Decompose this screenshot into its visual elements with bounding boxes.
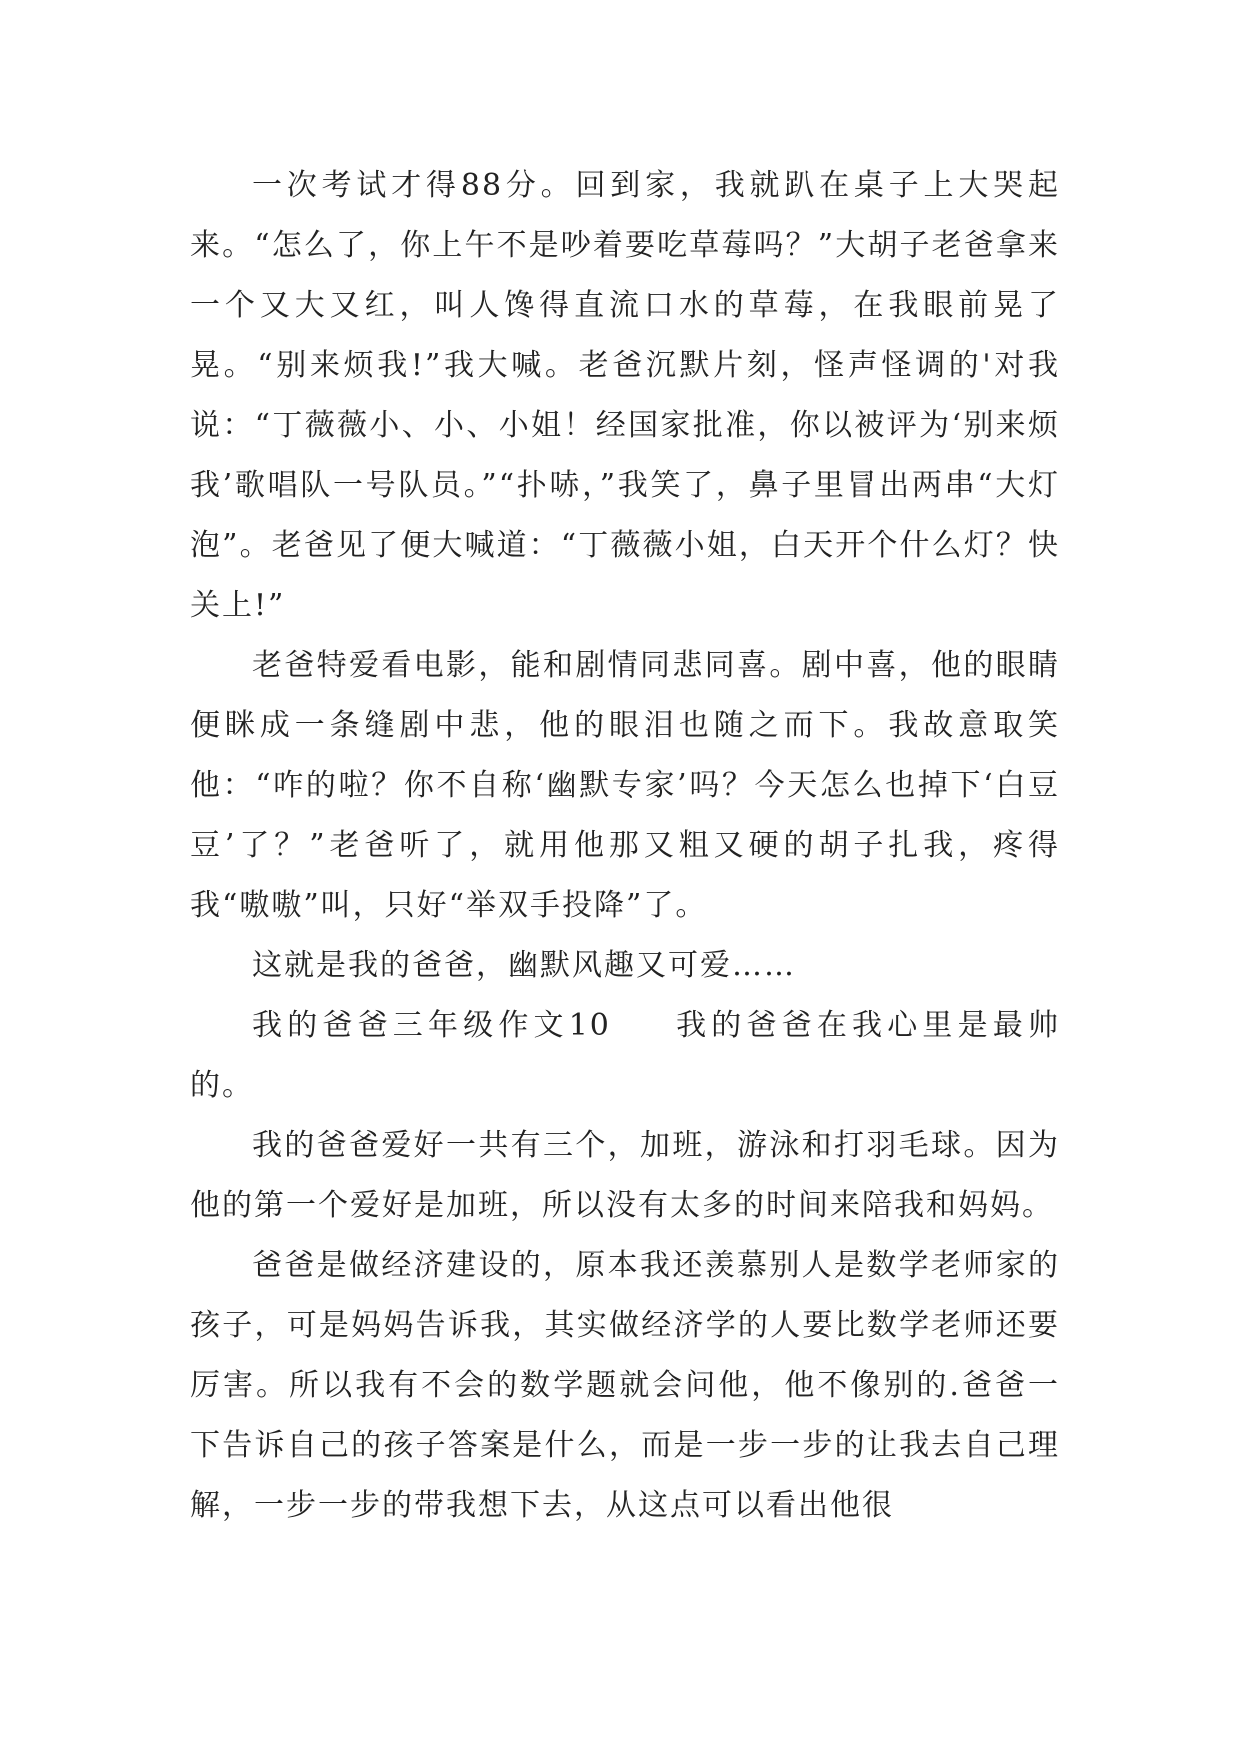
essay-opening: 我的爸爸在我心里是最帅的。	[190, 1008, 1060, 1103]
document-body	[190, 156, 1060, 1536]
paragraph-exam-story: 一次考试才得88分。回到家，我就趴在桌子上大哭起来。“怎么了，你上午不是吵着要吃草莓吗？”大胡子老爸拿来一个又大又红，叫人馋得直流口水的草莓，在我眼前晃了晃。“别来烦我!”我大喊。老爸沉默片刻，怪声怪调的'对我说：“丁薇薇小、小、小姐！经国家批准，你以被评为‘别来烦我’歌唱队一号队员。”“扑哧，”我笑了，鼻子里冒出两串“大灯泡”。老爸见了便大喊道：“丁薇薇小姐，白天开个什么灯？快关上!”	[190, 168, 1060, 623]
essay-title: 我的爸爸三年级作文10	[252, 1008, 611, 1043]
essay-heading-paragraph	[190, 996, 1060, 1116]
paragraph-movie-story: 老爸特爱看电影，能和剧情同悲同喜。剧中喜，他的眼睛便眯成一条缝剧中悲，他的眼泪也随之而下。我故意取笑他：“咋的啦？你不自称‘幽默专家’吗？今天怎么也掉下‘白豆豆’了？”老爸听了，就用他那又粗又硬的胡子扎我，疼得我“嗷嗷”叫，只好“举双手投降”了。	[190, 648, 1060, 923]
paragraph-economics: 爸爸是做经济建设的，原本我还羡慕别人是数学老师家的孩子，可是妈妈告诉我，其实做经济学的人要比数学老师还要厉害。所以我有不会的数学题就会问他，他不像别的.爸爸一下告诉自己的孩子答案是什么，而是一步一步的让我去自己理解，一步一步的带我想下去，从这点可以看出他很	[190, 1248, 1060, 1523]
paragraph-conclusion: 这就是我的爸爸，幽默风趣又可爱……	[252, 948, 796, 983]
paragraph-hobbies: 我的爸爸爱好一共有三个，加班，游泳和打羽毛球。因为他的第一个爱好是加班，所以没有太多的时间来陪我和妈妈。	[190, 1128, 1060, 1223]
